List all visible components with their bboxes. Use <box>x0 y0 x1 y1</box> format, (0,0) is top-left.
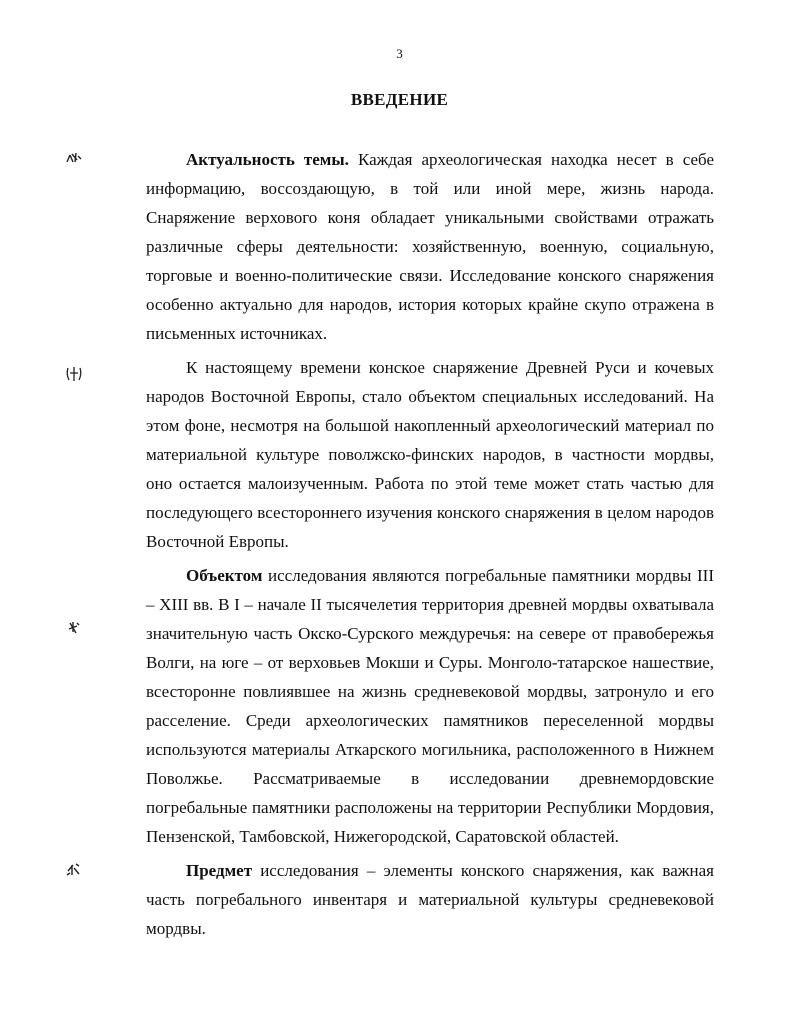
margin-stamp-mark <box>62 620 86 641</box>
stamp-mark-icon <box>64 365 84 383</box>
paragraph-text: исследования являются погребальные памятники мордвы III – XIII вв. В I – начале II тысячелетия территория древней мордвы охватывала значительную часть Окско-Сурского междуречья: на севере от правобережья Волги, на юге – от верховьев Мокши и Суры. Монголо-татарское нашествие, всесторонне повлиявшее на жизнь средневековой мордвы, затронуло и его расселение. Среди археологических памятников переселенной мордвы используются материалы Аткарского могильника, расположенного в Нижнем Поволжье. Рассматриваемые в исследовании древнемордовские погребальные памятники расположены на территории Республики Мордовия, Пензенской, Тамбовской, Нижегородской, Саратовской областей. <box>146 566 714 846</box>
paragraph-text: К настоящему времени конское снаряжение Древней Руси и кочевых народов Восточной Европы, стало объектом специальных исследований. На этом фоне, несмотря на большой накопленный археологический материал по материальной культуре поволжско-финских народов, в частности мордвы, оно остается малоизученным. Работа по этой теме может стать частью для последующего всестороннего изучения конского снаряжения в целом народов Восточной Европы. <box>146 358 714 551</box>
paragraph-current-state <box>146 353 714 556</box>
paragraph-text: Каждая археологическая находка несет в себе информацию, воссоздающую, в той или иной мере, жизнь народа. Снаряжение верхового коня обладает уникальными свойствами отражать различные сферы деятельности: хозяйственную, военную, социальную, торговые и военно-политические связи. Исследование конского снаряжения особенно актуально для народов, история которых крайне скупо отражена в письменных источниках. <box>146 150 714 343</box>
stamp-mark-icon <box>64 150 84 166</box>
body-text <box>146 145 714 948</box>
paragraph-object <box>146 561 714 851</box>
paragraph-lead: Предмет <box>186 861 253 880</box>
margin-stamp-mark <box>62 150 86 171</box>
paragraph-lead: Актуальность темы. <box>186 150 349 169</box>
page-number: 3 <box>396 46 403 61</box>
paragraph-text: исследования – элементы конского снаряжения, как важная часть погребального инвентаря и материальной культуры средневековой мордвы. <box>146 861 714 938</box>
section-title: ВВЕДЕНИЕ <box>350 90 449 109</box>
stamp-mark-icon <box>64 620 84 636</box>
margin-stamp-mark <box>62 365 86 388</box>
paragraph-lead: Объектом <box>186 566 263 585</box>
paragraph-relevance <box>146 145 714 348</box>
stamp-mark-icon <box>64 862 84 878</box>
paragraph-subject <box>146 856 714 943</box>
margin-stamp-mark <box>62 862 86 883</box>
